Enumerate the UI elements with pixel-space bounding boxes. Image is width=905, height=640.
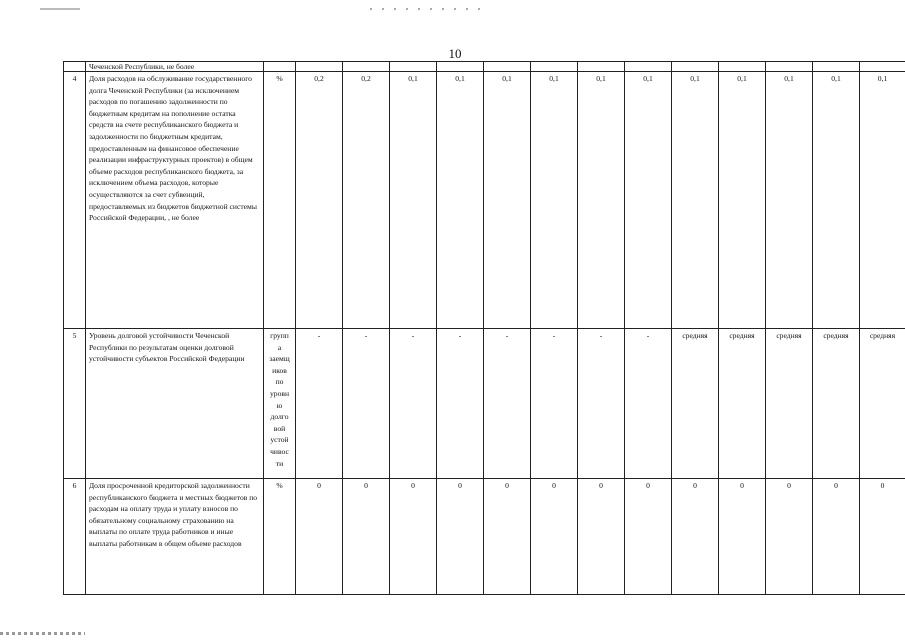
indicator-value: средняя	[813, 329, 860, 479]
indicator-value: 0	[296, 479, 343, 595]
cell-value	[813, 62, 860, 72]
indicator-value: -	[578, 329, 625, 479]
unit-text-line: долго	[270, 412, 289, 422]
cell-unit	[264, 62, 296, 72]
indicator-value: -	[531, 329, 578, 479]
scan-artifact	[0, 632, 85, 635]
table-row	[64, 479, 905, 595]
unit-text-line: по	[275, 377, 284, 387]
indicator-value: средняя	[719, 329, 766, 479]
indicator-value: -	[484, 329, 531, 479]
unit-text-line: а	[277, 342, 282, 352]
indicator-value: 0,1	[719, 72, 766, 329]
cell-value	[578, 62, 625, 72]
cell-value	[437, 62, 484, 72]
indicator-value: -	[390, 329, 437, 479]
cell-value	[625, 62, 672, 72]
indicator-value: 0,2	[343, 72, 390, 329]
table-row	[64, 72, 905, 329]
unit-text-line: ти	[275, 458, 284, 468]
indicator-value: 0	[484, 479, 531, 595]
indicator-value: средняя	[672, 329, 719, 479]
indicator-value: 0	[343, 479, 390, 595]
cell-value	[719, 62, 766, 72]
indicator-value: -	[625, 329, 672, 479]
indicator-value: 0	[390, 479, 437, 595]
unit-text-line: уровн	[269, 388, 290, 398]
indicator-value: 0	[860, 479, 905, 595]
indicator-value: 0,1	[390, 72, 437, 329]
indicator-value: 0,1	[672, 72, 719, 329]
unit-text-line: чивос	[270, 446, 289, 456]
indicator-value: средняя	[766, 329, 813, 479]
indicator-name: Уровень долговой устойчивости Чеченской Республики по результатам оценки долговой устойчивости субъектов Российской Федерации	[86, 329, 264, 479]
unit-text-line: групп	[270, 331, 289, 340]
unit-text-line: ю	[276, 400, 283, 410]
unit-text-line: %	[276, 481, 283, 490]
cell-value	[672, 62, 719, 72]
indicator-value: 0	[437, 479, 484, 595]
cell-value	[343, 62, 390, 72]
indicator-value: 0,1	[860, 72, 905, 329]
indicator-value: 0,1	[437, 72, 484, 329]
indicator-value: 0,1	[625, 72, 672, 329]
row-number: 5	[64, 329, 86, 479]
unit-of-measure	[264, 479, 296, 595]
table-row-continuation	[64, 62, 905, 72]
cell-value	[390, 62, 437, 72]
cell-value	[296, 62, 343, 72]
cell-value	[531, 62, 578, 72]
indicator-value: 0	[625, 479, 672, 595]
cell-value	[766, 62, 813, 72]
indicator-value: -	[343, 329, 390, 479]
indicator-value: 0	[766, 479, 813, 595]
unit-text-line: иков	[272, 365, 287, 375]
scan-artifact	[370, 8, 480, 10]
unit-text-line: вой	[273, 423, 286, 433]
table-row	[64, 329, 905, 479]
indicator-value: -	[437, 329, 484, 479]
cell-num	[64, 62, 86, 72]
unit-of-measure	[264, 72, 296, 329]
indicator-value: -	[296, 329, 343, 479]
unit-text-line: %	[276, 74, 283, 83]
scan-artifact	[40, 8, 80, 10]
indicator-value: 0	[672, 479, 719, 595]
indicator-value: 0,1	[531, 72, 578, 329]
row-number: 6	[64, 479, 86, 595]
cell-value	[860, 62, 905, 72]
indicator-value: 0	[531, 479, 578, 595]
indicator-value: средняя	[860, 329, 905, 479]
unit-text-line: устой	[270, 435, 289, 445]
unit-of-measure	[264, 329, 296, 479]
cell-name: Чеченской Республики, не более	[86, 62, 264, 72]
indicators-table	[63, 61, 905, 595]
unit-text-line: заемщ	[269, 354, 290, 364]
page-number: 10	[448, 46, 462, 61]
indicator-name: Доля расходов на обслуживание государственного долга Чеченской Республики (за исключением расходов по погашению задолженности по бюджетным кредитам на пополнение остатка средств на счете республиканского бюджета и задолженности по бюджетным кредитам, предоставленным на финансовое обеспечение реализации инфраструктурных проектов) в общем объеме расходов республиканского бюджета, за исключением объема расходов, которые осуществляются за счет субвенций, предоставляемых из бюджетов бюджетной системы Российской Федерации, , не более	[86, 72, 264, 329]
cell-value	[484, 62, 531, 72]
indicator-value: 0	[719, 479, 766, 595]
indicator-value: 0,1	[578, 72, 625, 329]
indicator-value: 0,2	[296, 72, 343, 329]
indicator-value: 0	[813, 479, 860, 595]
indicator-name: Доля просроченной кредиторской задолженности республиканского бюджета и местных бюджетов по расходам на оплату труда и уплату взносов по обязательному социальному страхованию на выплаты по оплате труда работников и иные выплаты работникам в общем объеме расходов	[86, 479, 264, 595]
row-number: 4	[64, 72, 86, 329]
indicator-value: 0,1	[766, 72, 813, 329]
indicator-value: 0,1	[484, 72, 531, 329]
indicator-value: 0	[578, 479, 625, 595]
indicator-value: 0,1	[813, 72, 860, 329]
